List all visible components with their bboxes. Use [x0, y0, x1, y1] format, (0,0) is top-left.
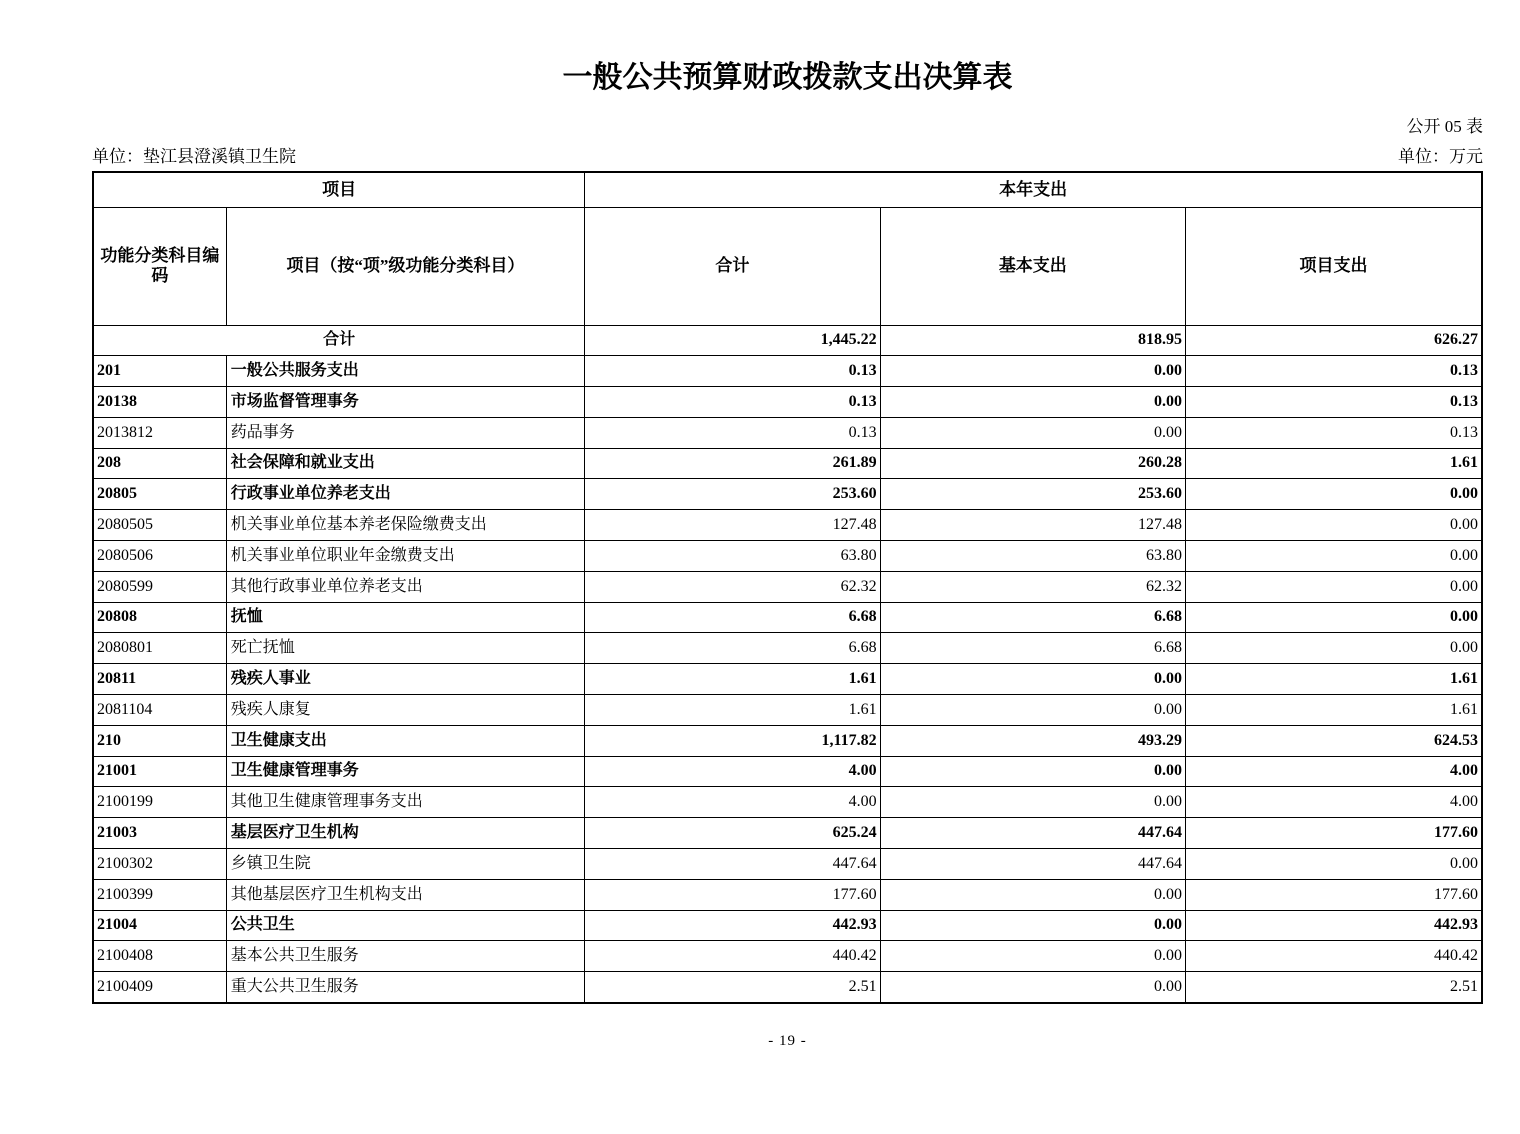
cell-name: 行政事业单位养老支出	[226, 479, 585, 510]
table-row	[93, 448, 1482, 479]
cell-project: 0.13	[1186, 417, 1482, 448]
col-group-current-year: 本年支出	[585, 172, 1482, 207]
table-row	[93, 910, 1482, 941]
cell-total: 127.48	[585, 510, 880, 541]
table-row	[93, 417, 1482, 448]
cell-name: 一般公共服务支出	[226, 356, 585, 387]
cell-project: 626.27	[1186, 325, 1482, 356]
cell-name: 社会保障和就业支出	[226, 448, 585, 479]
unit-name: 单位：垫江县澄溪镇卫生院	[92, 147, 296, 166]
cell-basic: 0.00	[880, 972, 1185, 1003]
cell-name: 市场监督管理事务	[226, 387, 585, 418]
cell-total: 6.68	[585, 633, 880, 664]
cell-total: 1,117.82	[585, 725, 880, 756]
cell-basic: 0.00	[880, 910, 1185, 941]
cell-basic: 253.60	[880, 479, 1185, 510]
cell-name: 机关事业单位基本养老保险缴费支出	[226, 510, 585, 541]
table-row	[93, 695, 1482, 726]
cell-code: 2100408	[93, 941, 226, 972]
cell-code: 2100302	[93, 849, 226, 880]
cell-total: 63.80	[585, 541, 880, 572]
table-row	[93, 849, 1482, 880]
cell-total: 4.00	[585, 756, 880, 787]
cell-code: 210	[93, 725, 226, 756]
cell-total: 2.51	[585, 972, 880, 1003]
cell-total: 177.60	[585, 879, 880, 910]
cell-name: 重大公共卫生服务	[226, 972, 585, 1003]
cell-code: 2013812	[93, 417, 226, 448]
cell-code: 20805	[93, 479, 226, 510]
cell-project: 1.61	[1186, 448, 1482, 479]
cell-basic: 6.68	[880, 602, 1185, 633]
cell-project: 0.00	[1186, 510, 1482, 541]
cell-basic: 63.80	[880, 541, 1185, 572]
cell-basic: 6.68	[880, 633, 1185, 664]
cell-total: 261.89	[585, 448, 880, 479]
cell-basic: 818.95	[880, 325, 1185, 356]
cell-total: 625.24	[585, 818, 880, 849]
table-row	[93, 725, 1482, 756]
cell-name: 乡镇卫生院	[226, 849, 585, 880]
table-row	[93, 541, 1482, 572]
table-row	[93, 325, 1482, 356]
budget-table	[92, 171, 1483, 1004]
cell-code: 21004	[93, 910, 226, 941]
cell-code: 2081104	[93, 695, 226, 726]
cell-name: 基本公共卫生服务	[226, 941, 585, 972]
cell-code: 21003	[93, 818, 226, 849]
meta-row	[92, 147, 1483, 167]
cell-project: 0.13	[1186, 387, 1482, 418]
table-row	[93, 787, 1482, 818]
cell-code: 2080801	[93, 633, 226, 664]
table-row	[93, 510, 1482, 541]
table-row	[93, 602, 1482, 633]
cell-basic: 0.00	[880, 941, 1185, 972]
table-row	[93, 879, 1482, 910]
cell-project: 0.13	[1186, 356, 1482, 387]
cell-total: 442.93	[585, 910, 880, 941]
cell-project: 0.00	[1186, 479, 1482, 510]
cell-total: 440.42	[585, 941, 880, 972]
page-number: - 19 -	[768, 1032, 807, 1049]
cell-project: 0.00	[1186, 849, 1482, 880]
cell-basic: 0.00	[880, 664, 1185, 695]
cell-code: 2100409	[93, 972, 226, 1003]
cell-basic: 447.64	[880, 818, 1185, 849]
header-group-row	[93, 172, 1482, 207]
cell-code: 20811	[93, 664, 226, 695]
cell-name: 合计	[93, 325, 585, 356]
cell-basic: 0.00	[880, 417, 1185, 448]
cell-code: 20808	[93, 602, 226, 633]
cell-total: 447.64	[585, 849, 880, 880]
cell-basic: 62.32	[880, 571, 1185, 602]
cell-code: 2080599	[93, 571, 226, 602]
cell-name: 公共卫生	[226, 910, 585, 941]
page-title: 一般公共预算财政拨款支出决算表	[562, 61, 1013, 94]
cell-project: 177.60	[1186, 818, 1482, 849]
cell-name: 其他基层医疗卫生机构支出	[226, 879, 585, 910]
cell-name: 药品事务	[226, 417, 585, 448]
col-header-project: 项目支出	[1186, 207, 1482, 325]
cell-project: 0.00	[1186, 541, 1482, 572]
cell-name: 残疾人康复	[226, 695, 585, 726]
cell-basic: 0.00	[880, 879, 1185, 910]
form-number: 公开 05 表	[1406, 117, 1483, 136]
cell-project: 442.93	[1186, 910, 1482, 941]
cell-project: 440.42	[1186, 941, 1482, 972]
cell-name: 机关事业单位职业年金缴费支出	[226, 541, 585, 572]
cell-project: 0.00	[1186, 633, 1482, 664]
table-body	[93, 325, 1482, 1003]
col-header-item: 项目（按“项”级功能分类科目）	[226, 207, 585, 325]
cell-total: 1.61	[585, 664, 880, 695]
cell-name: 其他卫生健康管理事务支出	[226, 787, 585, 818]
cell-project: 0.00	[1186, 571, 1482, 602]
col-header-code: 功能分类科目编码	[93, 207, 226, 325]
cell-basic: 0.00	[880, 387, 1185, 418]
table-row	[93, 941, 1482, 972]
cell-basic: 447.64	[880, 849, 1185, 880]
cell-basic: 127.48	[880, 510, 1185, 541]
cell-project: 4.00	[1186, 787, 1482, 818]
cell-total: 1.61	[585, 695, 880, 726]
cell-name: 残疾人事业	[226, 664, 585, 695]
cell-code: 2100199	[93, 787, 226, 818]
cell-total: 1,445.22	[585, 325, 880, 356]
cell-name: 死亡抚恤	[226, 633, 585, 664]
cell-basic: 0.00	[880, 787, 1185, 818]
unit-measure: 单位：万元	[1398, 147, 1483, 166]
cell-name: 卫生健康管理事务	[226, 756, 585, 787]
cell-name: 卫生健康支出	[226, 725, 585, 756]
table-row	[93, 387, 1482, 418]
cell-basic: 0.00	[880, 695, 1185, 726]
document-page	[0, 60, 1520, 1134]
col-group-item: 项目	[93, 172, 585, 207]
cell-project: 1.61	[1186, 695, 1482, 726]
cell-basic: 260.28	[880, 448, 1185, 479]
cell-basic: 0.00	[880, 756, 1185, 787]
cell-code: 2100399	[93, 879, 226, 910]
cell-total: 62.32	[585, 571, 880, 602]
header-columns-row	[93, 207, 1482, 325]
cell-basic: 493.29	[880, 725, 1185, 756]
cell-project: 1.61	[1186, 664, 1482, 695]
cell-project: 624.53	[1186, 725, 1482, 756]
col-header-basic: 基本支出	[880, 207, 1185, 325]
cell-total: 6.68	[585, 602, 880, 633]
cell-project: 2.51	[1186, 972, 1482, 1003]
col-header-total: 合计	[585, 207, 880, 325]
table-row	[93, 479, 1482, 510]
cell-total: 253.60	[585, 479, 880, 510]
cell-code: 20138	[93, 387, 226, 418]
table-row	[93, 972, 1482, 1003]
cell-project: 177.60	[1186, 879, 1482, 910]
table-row	[93, 571, 1482, 602]
cell-code: 208	[93, 448, 226, 479]
cell-basic: 0.00	[880, 356, 1185, 387]
cell-code: 21001	[93, 756, 226, 787]
cell-code: 201	[93, 356, 226, 387]
cell-name: 抚恤	[226, 602, 585, 633]
cell-total: 0.13	[585, 356, 880, 387]
cell-total: 0.13	[585, 417, 880, 448]
cell-project: 0.00	[1186, 602, 1482, 633]
cell-total: 4.00	[585, 787, 880, 818]
cell-code: 2080506	[93, 541, 226, 572]
cell-code: 2080505	[93, 510, 226, 541]
table-row	[93, 664, 1482, 695]
cell-name: 其他行政事业单位养老支出	[226, 571, 585, 602]
table-row	[93, 756, 1482, 787]
table-row	[93, 818, 1482, 849]
cell-name: 基层医疗卫生机构	[226, 818, 585, 849]
cell-total: 0.13	[585, 387, 880, 418]
table-row	[93, 633, 1482, 664]
cell-project: 4.00	[1186, 756, 1482, 787]
table-row	[93, 356, 1482, 387]
